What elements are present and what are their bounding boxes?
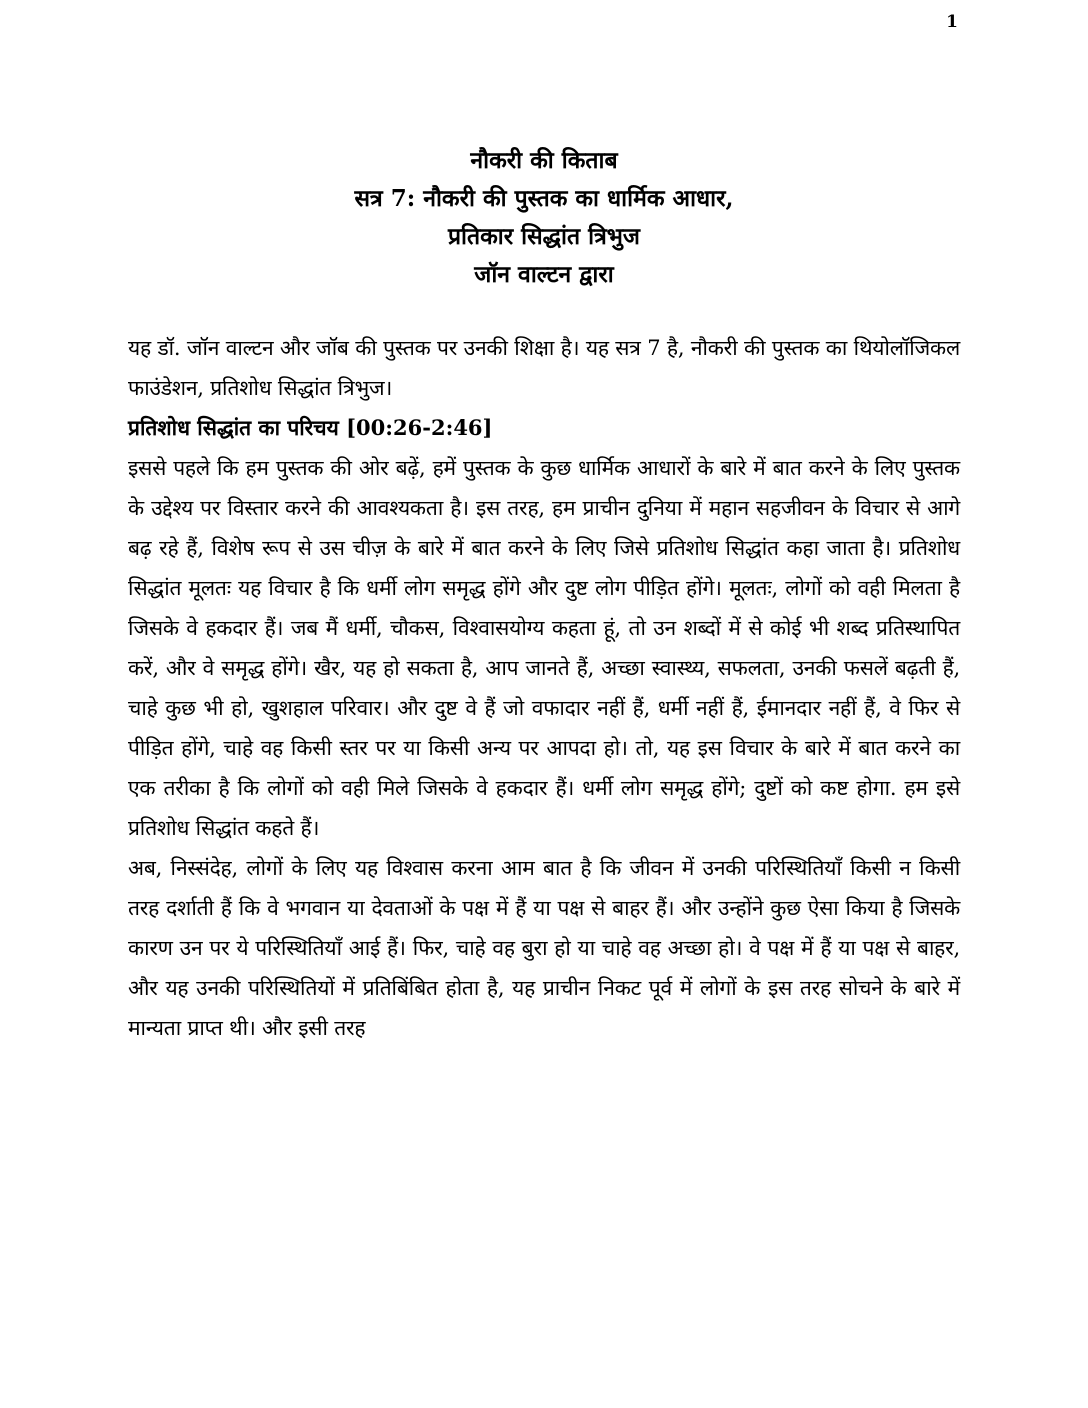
title-block: [110, 142, 978, 294]
body-paragraph-2: अब, निस्संदेह, लोगों के लिए यह विश्वास करना आम बात है कि जीवन में उनकी परिस्थितियाँ किसी न किसी तरह दर्शाती हैं कि वे भगवान या देवताओं के पक्ष में हैं या पक्ष से बाहर हैं। और उन्होंने कुछ ऐसा किया है जिसके कारण उन पर ये परिस्थितियाँ आई हैं। फिर, चाहे वह बुरा हो या चाहे वह अच्छा हो। वे पक्ष में हैं या पक्ष से बाहर, और यह उनकी परिस्थितियों में प्रतिबिंबित होता है, यह प्राचीन निकट पूर्व में लोगों के इस तरह सोचने के बारे में मान्यता प्राप्त थी। और इसी तरह: [128, 856, 960, 1040]
section-heading: [128, 408, 960, 448]
section-heading-text: प्रतिशोध सिद्धांत का परिचय: [128, 415, 339, 440]
session-title: सत्र 7: नौकरी की पुस्तक का धार्मिक आधार,: [354, 185, 734, 212]
document-title: नौकरी की किताब: [470, 147, 618, 174]
author-line: जॉन वाल्टन द्वारा: [474, 261, 614, 288]
page-number: 1: [946, 12, 958, 32]
intro-paragraph: यह डॉ. जॉन वाल्टन और जॉब की पुस्तक पर उनकी शिक्षा है। यह सत्र 7 है, नौकरी की पुस्तक का थियोलॉजिकल फाउंडेशन, प्रतिशोध सिद्धांत त्रिभुज।: [128, 336, 960, 400]
session-subtitle: प्रतिकार सिद्धांत त्रिभुज: [447, 223, 641, 250]
body-text: [128, 328, 960, 1048]
section-timestamp: [00:26-2:46]: [346, 415, 493, 440]
body-paragraph-1: इससे पहले कि हम पुस्तक की ओर बढ़ें, हमें पुस्तक के कुछ धार्मिक आधारों के बारे में बात करने के लिए पुस्तक के उद्देश्य पर विस्तार करने की आवश्यकता है। इस तरह, हम प्राचीन दुनिया में महान सहजीवन के विचार से आगे बढ़ रहे हैं, विशेष रूप से उस चीज़ के बारे में बात करने के लिए जिसे प्रतिशोध सिद्धांत कहा जाता है। प्रतिशोध सिद्धांत मूलतः यह विचार है कि धर्मी लोग समृद्ध होंगे और दुष्ट लोग पीड़ित होंगे। मूलतः, लोगों को वही मिलता है जिसके वे हकदार हैं। जब मैं धर्मी, चौकस, विश्वासयोग्य कहता हूं, तो उन शब्दों में से कोई भी शब्द प्रतिस्थापित करें, और वे समृद्ध होंगे। खैर, यह हो सकता है, आप जानते हैं, अच्छा स्वास्थ्य, सफलता, उनकी फसलें बढ़ती हैं, चाहे कुछ भी हो, खुशहाल परिवार। और दुष्ट वे हैं जो वफादार नहीं हैं, धर्मी नहीं हैं, ईमानदार नहीं हैं, वे फिर से पीड़ित होंगे, चाहे वह किसी स्तर पर या किसी अन्य पर आपदा हो। तो, यह इस विचार के बारे में बात करने का एक तरीका है कि लोगों को वही मिले जिसके वे हकदार हैं। धर्मी लोग समृद्ध होंगे; दुष्टों को कष्ट होगा. हम इसे प्रतिशोध सिद्धांत कहते हैं।: [128, 456, 960, 840]
